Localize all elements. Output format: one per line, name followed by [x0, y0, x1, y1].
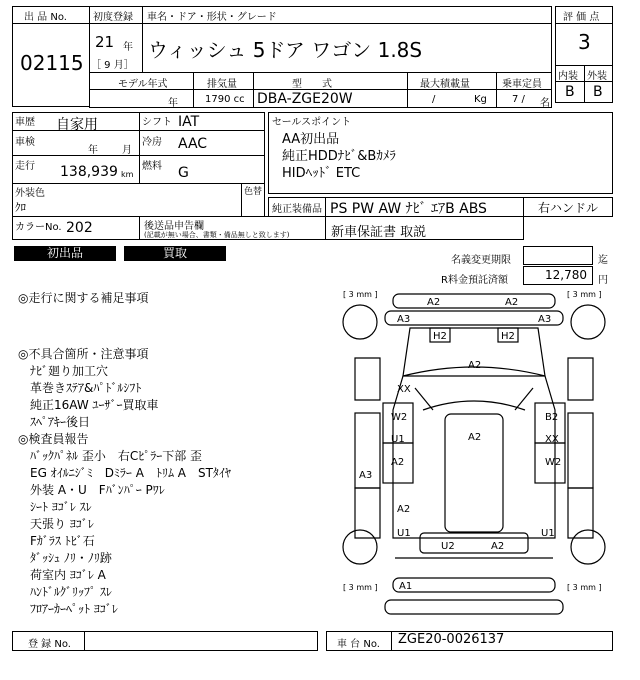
shift-label: シフト	[142, 117, 172, 128]
score-value: 3	[578, 30, 591, 54]
after-send-label: 後送品申告欄	[144, 221, 204, 232]
inspector-line: 荷室内 ﾖｺﾞﾚ A	[30, 568, 106, 582]
mark-a2: A2	[468, 360, 482, 371]
mark-xx: XX	[397, 384, 411, 395]
wheel-fl	[343, 305, 377, 339]
max-load-value: /	[432, 94, 436, 105]
supplement-title: ◎走行に関する補足事項	[18, 291, 149, 305]
inspection-year: 年	[88, 145, 98, 156]
defect-line: 純正16AW ﾕｰｻﾞｰ買取車	[30, 398, 159, 412]
history-value: 自家用	[56, 117, 98, 133]
tire-mark-fr: [ 3 mm ]	[567, 290, 602, 299]
mark-w2: W2	[391, 412, 408, 423]
mark-a2: A2	[391, 457, 405, 468]
color-no-label: カラーNo.	[15, 222, 62, 233]
chassis-no-value: ZGE20-0026137	[398, 632, 505, 647]
displacement-value: 1790 cc	[205, 94, 245, 105]
after-send-note: (記載が無い場合、書類・備品無しと致します)	[144, 231, 290, 239]
fuel-value: G	[178, 165, 189, 181]
mark-u1: U1	[397, 528, 411, 539]
ac-label: 冷房	[142, 137, 162, 148]
mark-a2: A2	[397, 504, 411, 515]
mark-h2: H2	[433, 331, 447, 342]
defects-panel	[18, 346, 328, 618]
inspector-line: ﾊﾞｯｸﾊﾟﾈﾙ 歪小 右Cﾋﾟﾗｰ下部 歪	[30, 449, 203, 463]
shift-value: IAT	[178, 114, 200, 130]
ac-value: AAC	[178, 136, 208, 152]
wheel-fr	[571, 305, 605, 339]
max-load-unit: Kg	[474, 94, 487, 105]
mark-a1: A1	[399, 581, 413, 592]
defects-title: ◎不具合箇所・注意事項	[18, 347, 149, 361]
displacement-label: 排気量	[207, 79, 237, 90]
interior-score: B	[565, 84, 575, 100]
mark-a3: A3	[359, 470, 373, 481]
car-name: ウィッシュ 5ドア ワゴン 1.8S	[148, 38, 423, 62]
ext-color-label: 外装色	[15, 188, 45, 199]
first-reg-month: ［ 9 月］	[91, 60, 134, 71]
lot-number: 02115	[20, 51, 84, 75]
capacity-label: 乗車定員	[502, 79, 542, 90]
reg-no-label: 登 録 No.	[28, 639, 71, 650]
mark-xx: XX	[545, 434, 559, 445]
capacity-value: 7 /	[512, 94, 525, 105]
inspector-line: ｼｰﾄ ﾖｺﾞﾚ ｽﾚ	[30, 500, 92, 514]
mark-b2: B2	[545, 412, 559, 423]
sales-point-3: HIDﾍｯﾄﾞ ETC	[282, 166, 361, 181]
first-reg-year-unit: 年	[123, 42, 133, 53]
mark-a3: A3	[397, 314, 411, 325]
inspection-label: 車検	[15, 137, 35, 148]
inspector-line: 外装 A・U Fﾊﾞﾝﾊﾟｰ Pﾜﾚ	[30, 483, 165, 497]
history-label: 車歴	[15, 117, 35, 128]
defect-line: ﾅﾋﾞ廻り加工穴	[30, 364, 109, 378]
wheel-rr	[571, 530, 605, 564]
mark-h2: H2	[501, 331, 515, 342]
mark-a2: A2	[491, 541, 505, 552]
car-name-label: 車名・ドア・形状・グレード	[147, 12, 277, 23]
model-label: 型 式	[292, 79, 332, 90]
wheel-rl	[343, 530, 377, 564]
sales-point-label: セールスポイント	[272, 117, 352, 128]
interior-label: 内装	[558, 71, 578, 82]
exterior-score: B	[593, 84, 603, 100]
recycle-unit: 円	[598, 275, 608, 286]
mark-u1: U1	[541, 528, 555, 539]
mark-a3: A3	[538, 314, 552, 325]
inspector-title: ◎検査員報告	[18, 432, 89, 446]
color-change-label: 色替	[244, 187, 263, 197]
inspector-line: ﾀﾞｯｼｭ ﾉﾘ・ﾉﾘ跡	[30, 551, 112, 565]
body-outline	[393, 367, 555, 538]
recycle-label: R料金預託済額	[441, 275, 508, 286]
color-no-value: 202	[66, 220, 93, 236]
score-label: 評 価 点	[563, 12, 600, 23]
inspection-month: 月	[122, 145, 132, 156]
chassis-no-label: 車 台 No.	[337, 639, 380, 650]
sales-point-2: 純正HDDﾅﾋﾞ&Bｶﾒﾗ	[282, 149, 396, 164]
name-change-label: 名義変更期限	[451, 255, 511, 266]
inspector-line: EG ｵｲﾙﾆｼﾞﾐ Dﾐﾗｰ A ﾄﾘﾑ A STﾀｲﾔ	[30, 466, 231, 480]
fuel-label: 燃料	[142, 161, 162, 172]
tire-mark-rl: [ 3 mm ]	[343, 583, 378, 592]
model-year-label: モデル年式	[118, 79, 168, 90]
capacity-unit: 名	[540, 98, 550, 109]
first-reg-year: 21	[95, 33, 115, 51]
ext-color-cell	[12, 183, 265, 217]
tire-mark-fl: [ 3 mm ]	[343, 290, 378, 299]
ext-color-value: ｸﾛ	[15, 201, 26, 214]
equip-label: 純正装備品	[272, 204, 322, 215]
left-front-fender	[355, 358, 380, 400]
notes-panel	[18, 290, 328, 307]
warranty-value: 新車保証書 取説	[331, 225, 427, 240]
name-change-box	[523, 246, 593, 265]
exterior-label: 外装	[587, 71, 607, 82]
mark-a2: A2	[468, 432, 482, 443]
rear-bumper	[393, 578, 555, 592]
max-load-label: 最大積載量	[420, 79, 470, 90]
mileage-unit: km	[121, 170, 134, 179]
front-bumper	[393, 294, 555, 308]
mileage-label: 走行	[15, 161, 35, 172]
mark-a2: A2	[427, 297, 441, 308]
mark-a2: A2	[505, 297, 519, 308]
tire-mark-rr: [ 3 mm ]	[567, 583, 602, 592]
model-value: DBA-ZGE20W	[257, 91, 353, 107]
name-change-unit: 迄	[598, 255, 608, 266]
inspector-line: ﾊﾝﾄﾞﾙｸﾞﾘｯﾌﾟ ｽﾚ	[30, 585, 112, 599]
mark-u2: U2	[441, 541, 455, 552]
front-lights	[385, 311, 563, 325]
equip-value: PS PW AW ﾅﾋﾞ ｴｱB ABS	[330, 201, 487, 217]
rear-hatch	[420, 533, 528, 553]
right-front-fender	[568, 358, 593, 400]
inspector-line: Fｶﾞﾗｽ ﾄﾋﾞ石	[30, 534, 95, 548]
sales-point-1: AA初出品	[282, 132, 340, 147]
car-damage-diagram	[335, 288, 613, 624]
defect-line: ｽﾍﾟｱｷｰ後日	[30, 415, 91, 429]
first-reg-label: 初度登録	[93, 12, 133, 23]
mark-u1: U1	[391, 434, 405, 445]
mileage-value: 138,939	[60, 164, 118, 180]
mark-w2: W2	[545, 457, 562, 468]
lot-label: 出 品 No.	[24, 12, 67, 23]
model-year-unit: 年	[168, 98, 178, 109]
purchase-bar: 買取	[124, 246, 226, 261]
inspector-line: 天張り ﾖｺﾞﾚ	[30, 517, 94, 531]
handle-value: 右ハンドル	[538, 201, 599, 215]
defect-line: 革巻きｽﾃｱ&ﾊﾟﾄﾞﾙｼﾌﾄ	[30, 381, 142, 395]
inspector-line: ﾌﾛｱｰｶｰﾍﾟｯﾄ ﾖｺﾞﾚ	[30, 602, 118, 616]
first-listing-bar: 初出品	[14, 246, 116, 261]
recycle-value: 12,780	[545, 268, 587, 282]
